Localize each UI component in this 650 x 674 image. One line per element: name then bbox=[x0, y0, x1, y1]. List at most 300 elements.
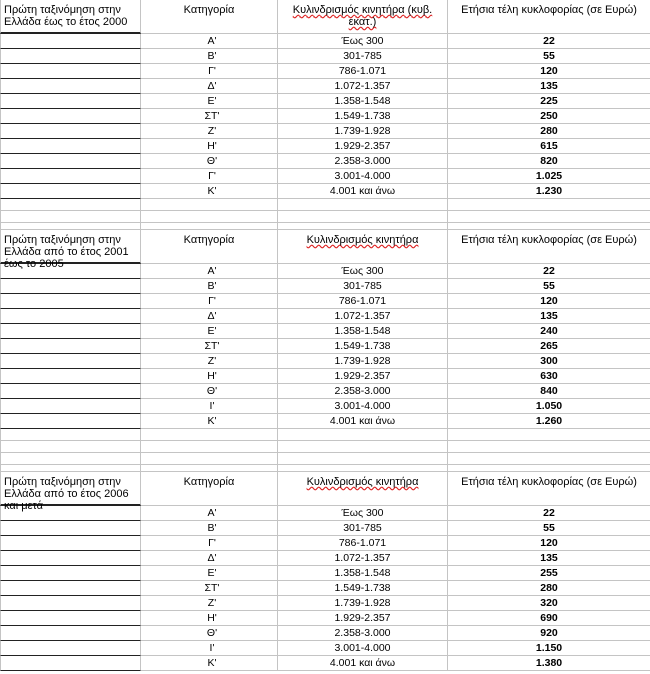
engine-range-cell[interactable] bbox=[278, 551, 448, 566]
fee-cell[interactable] bbox=[448, 294, 650, 309]
category-cell-text: Η' bbox=[207, 612, 217, 624]
category-cell[interactable] bbox=[141, 626, 278, 641]
engine-range-cell-text: 2.358-3.000 bbox=[334, 385, 391, 397]
engine-range-cell[interactable] bbox=[278, 184, 448, 199]
engine-range-cell[interactable] bbox=[278, 566, 448, 581]
empty-cell[interactable] bbox=[448, 465, 650, 472]
empty-cell[interactable] bbox=[0, 199, 141, 211]
engine-range-cell-text: 1.072-1.357 bbox=[334, 310, 391, 322]
fee-cell-text: 840 bbox=[540, 385, 558, 397]
empty-cell[interactable] bbox=[0, 384, 141, 399]
table-row bbox=[0, 49, 650, 64]
category-cell-text: Ε' bbox=[207, 325, 217, 337]
table-row bbox=[0, 139, 650, 154]
fee-cell-text: 320 bbox=[540, 597, 558, 609]
category-cell[interactable] bbox=[141, 49, 278, 64]
fee-cell-text: 280 bbox=[540, 582, 558, 594]
section-heading-cell-text: Πρώτη ταξινόμηση στην Ελλάδα από το έτος 2001 έως το 2005 bbox=[4, 234, 129, 270]
empty-row bbox=[0, 465, 650, 472]
fee-cell-text: 265 bbox=[540, 340, 558, 352]
empty-cell[interactable] bbox=[278, 453, 448, 465]
fee-cell-text: 22 bbox=[543, 507, 555, 519]
category-cell-text: Α' bbox=[207, 35, 217, 47]
fee-cell-text: 920 bbox=[540, 627, 558, 639]
empty-cell[interactable] bbox=[141, 453, 278, 465]
table-row bbox=[0, 154, 650, 169]
empty-cell[interactable] bbox=[0, 414, 141, 429]
fee-cell-text: 1.230 bbox=[535, 185, 563, 197]
table-row bbox=[0, 309, 650, 324]
category-cell[interactable] bbox=[141, 399, 278, 414]
fee-cell[interactable] bbox=[448, 34, 650, 49]
empty-cell[interactable] bbox=[141, 465, 278, 472]
table-row bbox=[0, 79, 650, 94]
empty-cell[interactable] bbox=[0, 521, 141, 536]
engine-range-cell[interactable] bbox=[278, 124, 448, 139]
engine-range-cell[interactable] bbox=[278, 79, 448, 94]
empty-cell[interactable] bbox=[0, 566, 141, 581]
empty-cell[interactable] bbox=[448, 211, 650, 223]
empty-row bbox=[0, 441, 650, 453]
engine-range-cell[interactable] bbox=[278, 109, 448, 124]
fee-cell-text: 240 bbox=[540, 325, 558, 337]
fee-cell-text: 1.025 bbox=[535, 170, 563, 182]
empty-cell[interactable] bbox=[0, 656, 141, 671]
category-cell[interactable] bbox=[141, 309, 278, 324]
engine-range-cell-text: 1.739-1.928 bbox=[334, 597, 391, 609]
fee-cell[interactable] bbox=[448, 521, 650, 536]
empty-cell[interactable] bbox=[0, 34, 141, 49]
table-row bbox=[0, 94, 650, 109]
section-heading-cell[interactable] bbox=[0, 472, 141, 512]
section-heading-cell-text: Πρώτη ταξινόμηση στην Ελλάδα έως το έτος 2000 bbox=[4, 4, 128, 28]
engine-range-cell-text: 3.001-4.000 bbox=[334, 400, 391, 412]
engine-range-cell[interactable] bbox=[278, 641, 448, 656]
category-cell[interactable] bbox=[141, 566, 278, 581]
fees-header-cell[interactable] bbox=[448, 0, 650, 34]
engine-range-cell-text: 1.929-2.357 bbox=[334, 612, 391, 624]
category-cell-text: Γ' bbox=[208, 170, 216, 182]
table-row bbox=[0, 581, 650, 596]
empty-cell[interactable] bbox=[278, 429, 448, 441]
empty-cell[interactable] bbox=[0, 369, 141, 384]
table-row bbox=[0, 324, 650, 339]
empty-cell[interactable] bbox=[0, 279, 141, 294]
engine-range-cell-text: 786-1.071 bbox=[338, 65, 387, 77]
engine-range-cell-text: 786-1.071 bbox=[338, 537, 387, 549]
empty-cell[interactable] bbox=[448, 223, 650, 230]
engine-range-cell[interactable] bbox=[278, 596, 448, 611]
category-header-cell-text: Κατηγορία bbox=[183, 234, 235, 246]
engine-range-cell-text: 1.072-1.357 bbox=[334, 80, 391, 92]
category-header-cell[interactable] bbox=[141, 230, 278, 264]
empty-cell[interactable] bbox=[0, 596, 141, 611]
category-cell[interactable] bbox=[141, 369, 278, 384]
empty-row bbox=[0, 429, 650, 441]
table-row bbox=[0, 124, 650, 139]
category-cell[interactable] bbox=[141, 34, 278, 49]
category-cell[interactable] bbox=[141, 109, 278, 124]
empty-cell[interactable] bbox=[141, 429, 278, 441]
fee-cell[interactable] bbox=[448, 339, 650, 354]
fee-cell[interactable] bbox=[448, 309, 650, 324]
empty-cell[interactable] bbox=[0, 536, 141, 551]
category-cell-text: Ζ' bbox=[207, 597, 217, 609]
engine-range-cell-text: 301-785 bbox=[343, 280, 382, 292]
engine-range-cell[interactable] bbox=[278, 339, 448, 354]
table-row bbox=[0, 354, 650, 369]
table-row bbox=[0, 414, 650, 429]
section-heading-cell[interactable] bbox=[0, 230, 141, 270]
engine-range-cell[interactable] bbox=[278, 264, 448, 279]
fee-cell-text: 22 bbox=[543, 265, 555, 277]
category-cell-text: Κ' bbox=[207, 657, 217, 669]
fee-cell[interactable] bbox=[448, 139, 650, 154]
engine-range-cell-text: 786-1.071 bbox=[338, 295, 387, 307]
fee-cell-text: 135 bbox=[540, 310, 558, 322]
engine-range-cell[interactable] bbox=[278, 309, 448, 324]
category-cell-text: Ε' bbox=[207, 567, 217, 579]
category-cell-text: Β' bbox=[207, 280, 217, 292]
category-cell[interactable] bbox=[141, 79, 278, 94]
empty-cell[interactable] bbox=[141, 223, 278, 230]
category-cell[interactable] bbox=[141, 94, 278, 109]
fee-cell[interactable] bbox=[448, 596, 650, 611]
engine-range-cell[interactable] bbox=[278, 506, 448, 521]
category-cell-text: Α' bbox=[207, 507, 217, 519]
category-cell[interactable] bbox=[141, 581, 278, 596]
engine-range-cell-text: 1.929-2.357 bbox=[334, 370, 391, 382]
engine-range-cell[interactable] bbox=[278, 64, 448, 79]
category-cell[interactable] bbox=[141, 506, 278, 521]
engine-range-cell[interactable] bbox=[278, 626, 448, 641]
empty-cell[interactable] bbox=[0, 626, 141, 641]
empty-cell[interactable] bbox=[0, 109, 141, 124]
table-row bbox=[0, 64, 650, 79]
empty-cell[interactable] bbox=[141, 441, 278, 453]
empty-row bbox=[0, 211, 650, 223]
empty-cell[interactable] bbox=[0, 223, 141, 230]
fee-cell[interactable] bbox=[448, 626, 650, 641]
engine-range-cell-text: 4.001 και άνω bbox=[329, 415, 396, 427]
engine-range-cell-text: 3.001-4.000 bbox=[334, 170, 391, 182]
category-cell-text: Θ' bbox=[206, 627, 218, 639]
engine-range-cell[interactable] bbox=[278, 294, 448, 309]
engine-range-cell[interactable] bbox=[278, 324, 448, 339]
empty-cell[interactable] bbox=[0, 324, 141, 339]
fee-cell-text: 120 bbox=[540, 537, 558, 549]
engine-range-cell-text: 1.549-1.738 bbox=[334, 582, 391, 594]
table-row bbox=[0, 279, 650, 294]
table-header-row bbox=[0, 230, 650, 270]
fees-header-cell-text: Ετήσια τέλη κυκλοφορίας (σε Ευρώ) bbox=[461, 4, 637, 16]
table-row bbox=[0, 109, 650, 124]
engine-range-cell-text: 1.739-1.928 bbox=[334, 125, 391, 137]
fee-cell-text: 255 bbox=[540, 567, 558, 579]
fee-cell[interactable] bbox=[448, 506, 650, 521]
category-cell-text: Θ' bbox=[206, 385, 218, 397]
category-header-cell[interactable] bbox=[141, 0, 278, 34]
empty-cell[interactable] bbox=[0, 184, 141, 199]
empty-cell[interactable] bbox=[0, 581, 141, 596]
fee-cell[interactable] bbox=[448, 354, 650, 369]
category-cell[interactable] bbox=[141, 521, 278, 536]
fee-cell[interactable] bbox=[448, 536, 650, 551]
empty-cell[interactable] bbox=[0, 79, 141, 94]
fee-cell-text: 630 bbox=[540, 370, 558, 382]
table-row bbox=[0, 521, 650, 536]
engine-header-cell[interactable] bbox=[278, 0, 448, 34]
fee-cell-text: 820 bbox=[540, 155, 558, 167]
category-cell-text: ΣΤ' bbox=[204, 340, 220, 352]
category-header-cell-text: Κατηγορία bbox=[183, 4, 235, 16]
engine-range-cell[interactable] bbox=[278, 536, 448, 551]
fees-header-cell-text: Ετήσια τέλη κυκλοφορίας (σε Ευρώ) bbox=[461, 234, 637, 246]
table-header-row bbox=[0, 0, 650, 34]
fee-cell[interactable] bbox=[448, 109, 650, 124]
table-header-row bbox=[0, 472, 650, 512]
category-cell[interactable] bbox=[141, 536, 278, 551]
engine-range-cell-text: 2.358-3.000 bbox=[334, 627, 391, 639]
table-row bbox=[0, 294, 650, 309]
empty-cell[interactable] bbox=[0, 354, 141, 369]
engine-range-cell[interactable] bbox=[278, 414, 448, 429]
category-cell[interactable] bbox=[141, 551, 278, 566]
category-cell-text: Θ' bbox=[206, 155, 218, 167]
fees-header-cell-text: Ετήσια τέλη κυκλοφορίας (σε Ευρώ) bbox=[461, 476, 637, 488]
engine-range-cell[interactable] bbox=[278, 154, 448, 169]
fee-cell[interactable] bbox=[448, 264, 650, 279]
category-cell[interactable] bbox=[141, 339, 278, 354]
section-heading-cell-text: Πρώτη ταξινόμηση στην Ελλάδα από το έτος 2006 και μετά bbox=[4, 476, 129, 512]
category-cell-text: Α' bbox=[207, 265, 217, 277]
table-row bbox=[0, 34, 650, 49]
fee-cell-text: 135 bbox=[540, 80, 558, 92]
category-header-cell[interactable] bbox=[141, 472, 278, 506]
engine-range-cell[interactable] bbox=[278, 611, 448, 626]
category-cell[interactable] bbox=[141, 154, 278, 169]
category-cell-text: Γ' bbox=[208, 65, 216, 77]
fee-cell[interactable] bbox=[448, 641, 650, 656]
fee-cell[interactable] bbox=[448, 399, 650, 414]
fee-cell[interactable] bbox=[448, 124, 650, 139]
engine-range-cell-text: 4.001 και άνω bbox=[329, 185, 396, 197]
empty-cell[interactable] bbox=[0, 309, 141, 324]
table-row bbox=[0, 399, 650, 414]
engine-range-cell[interactable] bbox=[278, 94, 448, 109]
empty-cell[interactable] bbox=[278, 441, 448, 453]
empty-cell[interactable] bbox=[0, 211, 141, 223]
category-cell-text: Ε' bbox=[207, 95, 217, 107]
fee-cell[interactable] bbox=[448, 49, 650, 64]
empty-cell[interactable] bbox=[0, 124, 141, 139]
fee-cell-text: 22 bbox=[543, 35, 555, 47]
category-cell-text: Δ' bbox=[207, 80, 217, 92]
fee-cell-text: 55 bbox=[543, 50, 555, 62]
engine-header-cell-text: Κυλινδρισμός κινητήρα bbox=[306, 476, 419, 488]
engine-range-cell[interactable] bbox=[278, 369, 448, 384]
fee-cell[interactable] bbox=[448, 656, 650, 671]
fee-cell[interactable] bbox=[448, 611, 650, 626]
empty-cell[interactable] bbox=[0, 429, 141, 441]
category-cell[interactable] bbox=[141, 641, 278, 656]
empty-cell[interactable] bbox=[0, 465, 141, 472]
fee-cell[interactable] bbox=[448, 169, 650, 184]
category-cell-text: Ι' bbox=[209, 400, 215, 412]
fee-cell-text: 300 bbox=[540, 355, 558, 367]
engine-range-cell-text: 1.358-1.548 bbox=[334, 567, 391, 579]
section-heading-cell[interactable] bbox=[0, 0, 141, 34]
engine-range-cell-text: Έως 300 bbox=[341, 507, 384, 519]
empty-row bbox=[0, 199, 650, 211]
empty-cell[interactable] bbox=[448, 429, 650, 441]
table-row bbox=[0, 339, 650, 354]
fee-cell-text: 1.150 bbox=[535, 642, 563, 654]
engine-range-cell[interactable] bbox=[278, 581, 448, 596]
fee-cell[interactable] bbox=[448, 79, 650, 94]
category-cell[interactable] bbox=[141, 124, 278, 139]
empty-cell[interactable] bbox=[141, 199, 278, 211]
fee-cell-text: 225 bbox=[540, 95, 558, 107]
empty-cell[interactable] bbox=[0, 453, 141, 465]
fee-cell-text: 135 bbox=[540, 552, 558, 564]
table-row bbox=[0, 566, 650, 581]
category-cell-text: Ζ' bbox=[207, 355, 217, 367]
fee-cell[interactable] bbox=[448, 324, 650, 339]
empty-cell[interactable] bbox=[448, 453, 650, 465]
table-row bbox=[0, 369, 650, 384]
engine-range-cell[interactable] bbox=[278, 49, 448, 64]
empty-cell[interactable] bbox=[278, 199, 448, 211]
empty-cell[interactable] bbox=[0, 169, 141, 184]
empty-cell[interactable] bbox=[0, 154, 141, 169]
empty-cell[interactable] bbox=[141, 211, 278, 223]
engine-range-cell-text: Έως 300 bbox=[341, 35, 384, 47]
engine-range-cell-text: 1.549-1.738 bbox=[334, 340, 391, 352]
category-cell[interactable] bbox=[141, 414, 278, 429]
table-row bbox=[0, 641, 650, 656]
empty-cell[interactable] bbox=[278, 465, 448, 472]
engine-range-cell[interactable] bbox=[278, 34, 448, 49]
category-cell[interactable] bbox=[141, 294, 278, 309]
fee-cell[interactable] bbox=[448, 279, 650, 294]
engine-range-cell-text: 1.929-2.357 bbox=[334, 140, 391, 152]
category-cell[interactable] bbox=[141, 596, 278, 611]
category-cell-text: Δ' bbox=[207, 310, 217, 322]
empty-cell[interactable] bbox=[0, 641, 141, 656]
category-cell[interactable] bbox=[141, 354, 278, 369]
empty-cell[interactable] bbox=[0, 94, 141, 109]
engine-range-cell-text: 1.072-1.357 bbox=[334, 552, 391, 564]
empty-cell[interactable] bbox=[0, 64, 141, 79]
fee-cell-text: 55 bbox=[543, 522, 555, 534]
category-cell-text: Β' bbox=[207, 50, 217, 62]
category-cell[interactable] bbox=[141, 139, 278, 154]
fee-cell[interactable] bbox=[448, 581, 650, 596]
engine-range-cell[interactable] bbox=[278, 354, 448, 369]
fee-cell[interactable] bbox=[448, 551, 650, 566]
empty-cell[interactable] bbox=[0, 139, 141, 154]
category-cell-text: Δ' bbox=[207, 552, 217, 564]
category-cell[interactable] bbox=[141, 264, 278, 279]
fee-cell-text: 280 bbox=[540, 125, 558, 137]
empty-cell[interactable] bbox=[0, 611, 141, 626]
fee-cell[interactable] bbox=[448, 384, 650, 399]
engine-range-cell-text: 2.358-3.000 bbox=[334, 155, 391, 167]
empty-cell[interactable] bbox=[0, 49, 141, 64]
engine-range-cell-text: 1.549-1.738 bbox=[334, 110, 391, 122]
category-cell[interactable] bbox=[141, 64, 278, 79]
empty-cell[interactable] bbox=[448, 199, 650, 211]
fee-cell[interactable] bbox=[448, 566, 650, 581]
category-cell-text: ΣΤ' bbox=[204, 110, 220, 122]
empty-cell[interactable] bbox=[0, 339, 141, 354]
fee-cell-text: 690 bbox=[540, 612, 558, 624]
fee-cell[interactable] bbox=[448, 64, 650, 79]
category-cell-text: Κ' bbox=[207, 185, 217, 197]
category-cell[interactable] bbox=[141, 611, 278, 626]
empty-cell[interactable] bbox=[278, 211, 448, 223]
engine-range-cell[interactable] bbox=[278, 384, 448, 399]
empty-cell[interactable] bbox=[0, 294, 141, 309]
fees-header-cell[interactable] bbox=[448, 230, 650, 264]
category-cell[interactable] bbox=[141, 384, 278, 399]
category-cell[interactable] bbox=[141, 169, 278, 184]
engine-range-cell[interactable] bbox=[278, 139, 448, 154]
category-cell[interactable] bbox=[141, 656, 278, 671]
engine-header-cell[interactable] bbox=[278, 230, 448, 264]
engine-header-cell[interactable] bbox=[278, 472, 448, 506]
fee-cell-text: 250 bbox=[540, 110, 558, 122]
engine-range-cell[interactable] bbox=[278, 521, 448, 536]
empty-cell[interactable] bbox=[278, 223, 448, 230]
fee-cell-text: 55 bbox=[543, 280, 555, 292]
engine-range-cell-text: 1.358-1.548 bbox=[334, 325, 391, 337]
engine-range-cell[interactable] bbox=[278, 399, 448, 414]
engine-range-cell[interactable] bbox=[278, 279, 448, 294]
empty-cell[interactable] bbox=[0, 551, 141, 566]
table-row bbox=[0, 626, 650, 641]
empty-cell[interactable] bbox=[0, 441, 141, 453]
category-cell-text: Γ' bbox=[208, 295, 216, 307]
fee-cell[interactable] bbox=[448, 369, 650, 384]
category-cell[interactable] bbox=[141, 279, 278, 294]
table-row bbox=[0, 536, 650, 551]
engine-range-cell-text: 1.358-1.548 bbox=[334, 95, 391, 107]
table-row bbox=[0, 611, 650, 626]
empty-cell[interactable] bbox=[448, 441, 650, 453]
fee-cell[interactable] bbox=[448, 154, 650, 169]
fee-cell[interactable] bbox=[448, 94, 650, 109]
engine-range-cell[interactable] bbox=[278, 656, 448, 671]
empty-row bbox=[0, 453, 650, 465]
category-cell[interactable] bbox=[141, 324, 278, 339]
category-cell[interactable] bbox=[141, 184, 278, 199]
table-row bbox=[0, 384, 650, 399]
fee-cell-text: 1.260 bbox=[535, 415, 563, 427]
empty-row bbox=[0, 223, 650, 230]
fee-cell[interactable] bbox=[448, 414, 650, 429]
category-cell-text: Η' bbox=[207, 140, 217, 152]
fee-cell[interactable] bbox=[448, 184, 650, 199]
table-row bbox=[0, 551, 650, 566]
category-cell-text: ΣΤ' bbox=[204, 582, 220, 594]
fees-header-cell[interactable] bbox=[448, 472, 650, 506]
engine-range-cell[interactable] bbox=[278, 169, 448, 184]
fee-cell-text: 120 bbox=[540, 65, 558, 77]
empty-cell[interactable] bbox=[0, 399, 141, 414]
table-row bbox=[0, 596, 650, 611]
